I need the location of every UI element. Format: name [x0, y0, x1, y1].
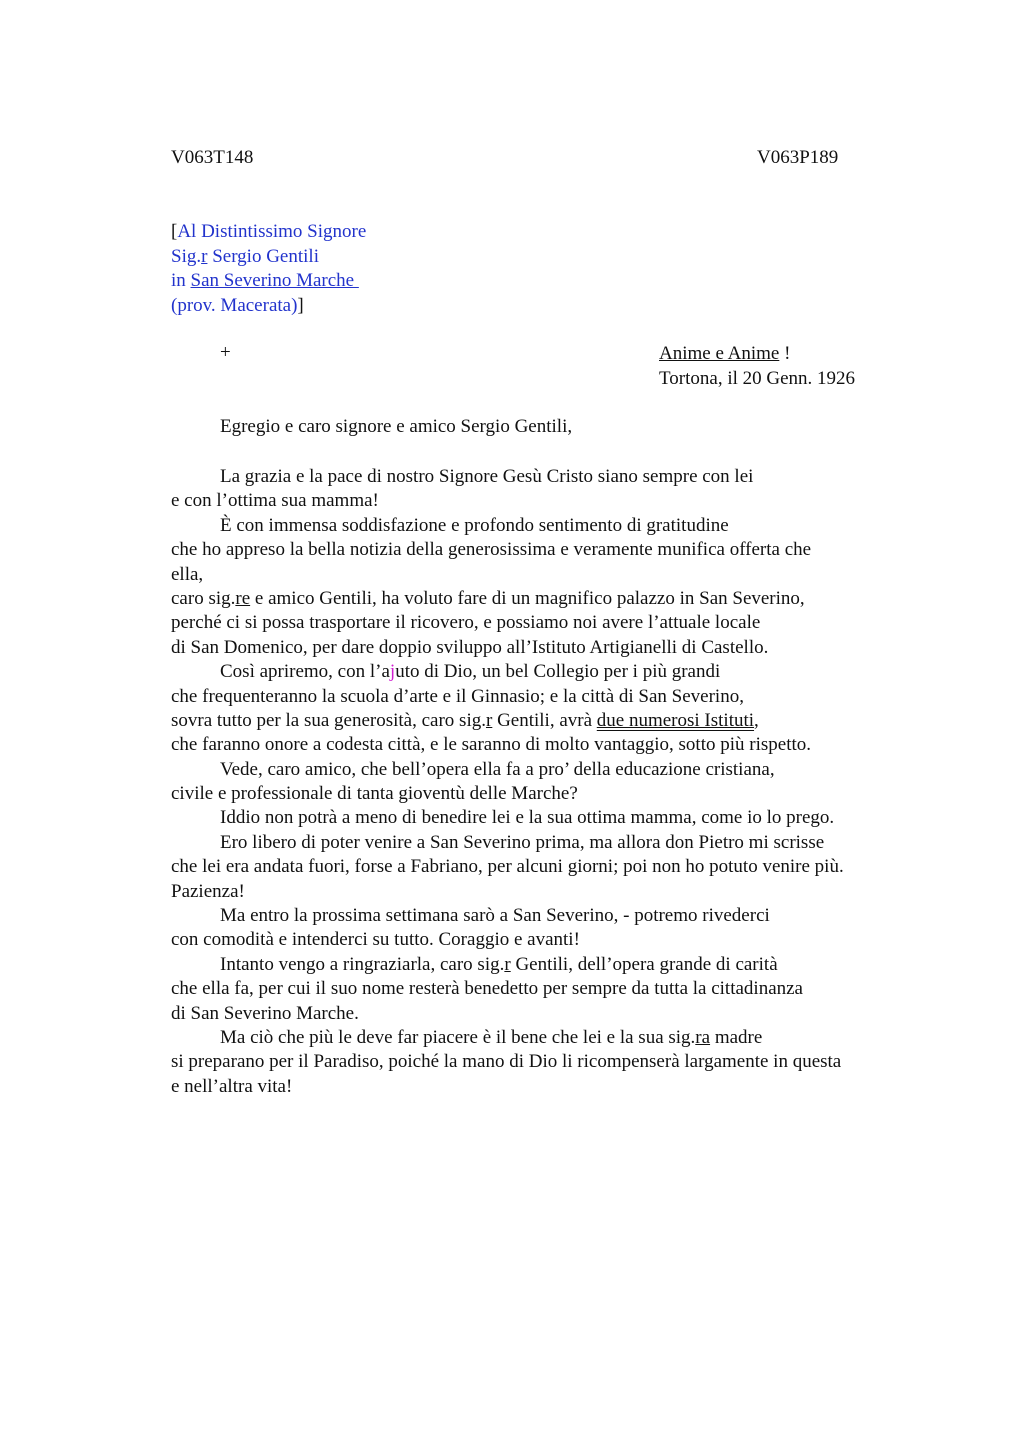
body-line: Pazienza! [171, 880, 245, 902]
body-line: e nell’altra vita! [171, 1075, 293, 1097]
body-line: Ma entro la prossima settimana sarò a San Severino, - potremo rivederci [220, 905, 770, 927]
body-line: civile e professionale di tanta gioventù delle Marche? [171, 783, 578, 805]
cross-symbol: + [220, 342, 231, 363]
place-date: Tortona, il 20 Genn. 1926 [659, 367, 856, 389]
address-block [171, 220, 366, 318]
body-line: con comodità e intenderci su tutto. Coraggio e avanti! [171, 929, 580, 951]
heading-right [659, 342, 855, 391]
body-line: sovra tutto per la sua generosità, caro sig.r Gentili, avrà due numerosi Istituti, [171, 709, 759, 731]
body-line: che frequenteranno la scuola d’arte e il Ginnasio; e la città di San Severino, [171, 685, 744, 707]
motto: Anime e Anime ! [659, 343, 791, 364]
address-line-4: (prov. Macerata)] [171, 294, 304, 316]
document-code-right: V063P189 [757, 147, 839, 168]
body-line: di San Severino Marche. [171, 1002, 359, 1024]
salutation: Egregio e caro signore e amico Sergio Gentili, [220, 416, 573, 437]
letter-body [171, 465, 911, 1099]
double-underlined-phrase: due numerosi Istituti [596, 709, 755, 731]
body-line: ella, [171, 563, 204, 585]
body-line: che lei era andata fuori, forse a Fabriano, per alcuni giorni; poi non ho potuto venire più. [171, 856, 844, 878]
body-line: che ho appreso la bella notizia della generosissima e veramente munifica offerta che [171, 539, 812, 561]
address-close-bracket: ] [297, 294, 304, 316]
body-line: che faranno onore a codesta città, e le saranno di molto vantaggio, sotto più rispetto. [171, 734, 811, 756]
body-line: Ma ciò che più le deve far piacere è il bene che lei e la sua sig.ra madre [220, 1026, 763, 1048]
body-line: e con l’ottima sua mamma! [171, 490, 379, 512]
address-line-3: in San Severino Marche [171, 270, 359, 291]
address-recipient-title: Al Distintissimo Signore [177, 221, 367, 242]
body-line: Ero libero di poter venire a San Severino prima, ma allora don Pietro mi scrisse [220, 831, 825, 853]
address-open-bracket: [ [171, 221, 178, 242]
body-line: si preparano per il Paradiso, poiché la mano di Dio li ricompenserà largamente in questa [171, 1051, 842, 1073]
address-line-2: Sig.r Sergio Gentili [171, 245, 319, 267]
body-line: Iddio non potrà a meno di benedire lei e la sua ottima mamma, come io lo prego. [220, 807, 835, 829]
address-line-1 [171, 220, 366, 245]
body-line: caro sig.re e amico Gentili, ha voluto fare di un magnifico palazzo in San Severino, [171, 587, 805, 609]
body-line: di San Domenico, per dare doppio sviluppo all’Istituto Artigianelli di Castello. [171, 636, 769, 658]
body-line: che ella fa, per cui il suo nome resterà benedetto per sempre da tutta la cittadinanza [171, 978, 803, 1000]
body-line: Intanto vengo a ringraziarla, caro sig.r Gentili, dell’opera grande di carità [220, 953, 778, 975]
body-line: perché ci si possa trasportare il ricovero, e possiamo noi avere l’attuale locale [171, 612, 761, 634]
body-line: La grazia e la pace di nostro Signore Gesù Cristo siano sempre con lei [220, 466, 754, 487]
body-line: Vede, caro amico, che bell’opera ella fa a pro’ della educazione cristiana, [220, 758, 775, 780]
body-line: È con immensa soddisfazione e profondo sentimento di gratitudine [220, 514, 729, 536]
address-place: San Severino Marche [190, 270, 359, 291]
document-code-left: V063T148 [171, 147, 254, 168]
body-line: Così apriremo, con l’ajuto di Dio, un bel Collegio per i più grandi [220, 661, 721, 683]
